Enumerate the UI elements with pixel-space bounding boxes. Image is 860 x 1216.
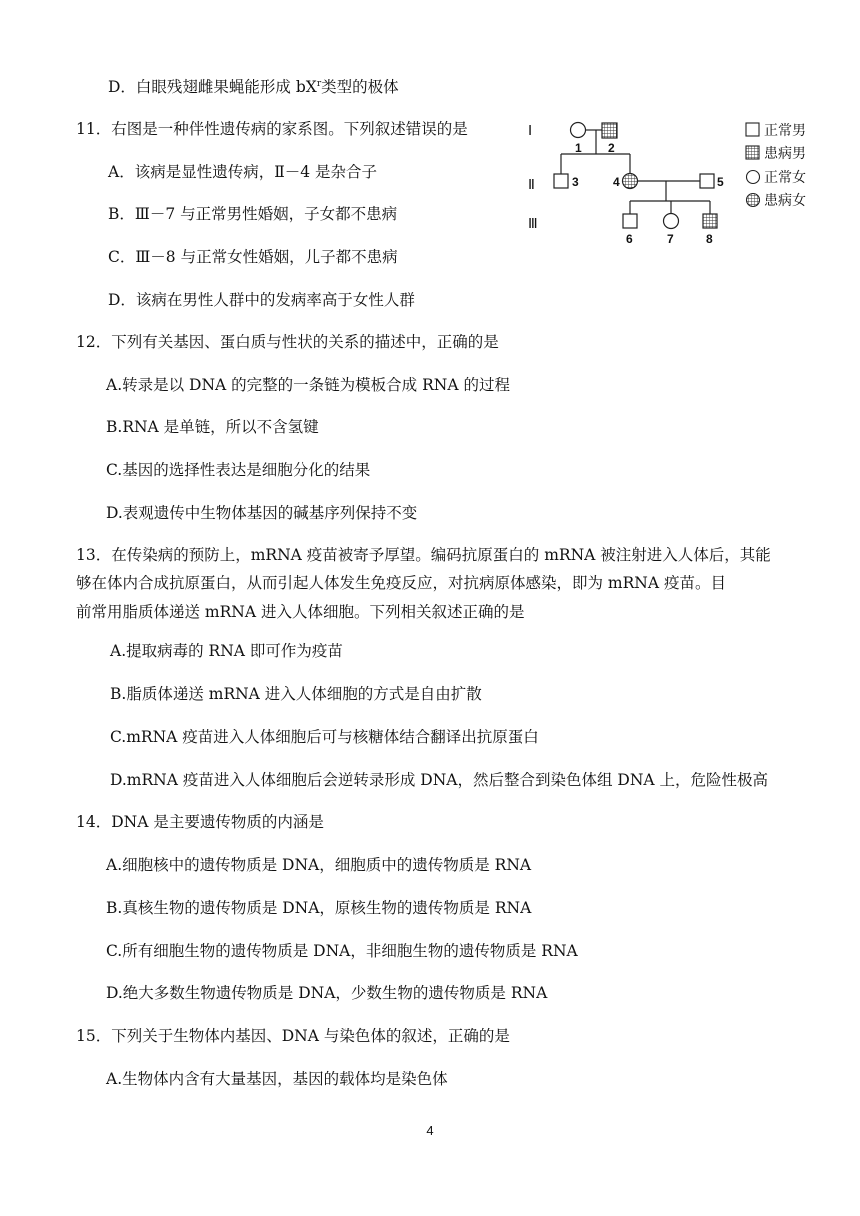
individual-8-affected-male <box>703 214 717 228</box>
pedigree-legend <box>745 118 806 212</box>
q13-option-a: A.提取病毒的 RNA 即可作为疫苗 <box>110 642 343 660</box>
q11-option-b: B．Ⅲ－7 与正常男性婚姻，子女都不患病 <box>108 205 398 223</box>
q12-option-b: B.RNA 是单链，所以不含氢键 <box>106 418 319 436</box>
q13-stem-line-3: 前常用脂质体递送 mRNA 进入人体细胞。下列相关叙述正确的是 <box>76 603 525 621</box>
q13-stem-line-2: 够在体内合成抗原蛋白，从而引起人体发生免疫反应，对抗病原体感染，即为 mRNA 疫苗。目 <box>76 574 726 592</box>
q12-option-a: A.转录是以 DNA 的完整的一条链为模板合成 RNA 的过程 <box>106 376 510 394</box>
individual-3-normal-male <box>554 174 568 188</box>
q11-option-a: A．该病是显性遗传病，Ⅱ－4 是杂合子 <box>108 163 378 181</box>
q13-option-b: B.脂质体递送 mRNA 进入人体细胞的方式是自由扩散 <box>110 685 482 703</box>
legend-affected-female: 患病女 <box>745 189 806 213</box>
pedigree-diagram <box>520 112 745 252</box>
q13-option-c: C.mRNA 疫苗进入人体细胞后可与核糖体结合翻译出抗原蛋白 <box>110 728 539 746</box>
q11-option-c: C．Ⅲ－8 与正常女性婚姻，儿子都不患病 <box>108 248 398 266</box>
member-number-2: 2 <box>608 141 615 155</box>
q13-stem-line-1: 13．在传染病的预防上，mRNA 疫苗被寄予厚望。编码抗原蛋白的 mRNA 被注射进入人体后，其能 <box>76 546 771 564</box>
individual-1-normal-female <box>571 123 586 138</box>
page-number: 4 <box>426 1123 434 1138</box>
member-number-6: 6 <box>626 232 633 246</box>
individual-2-affected-male <box>602 123 617 138</box>
q15-stem: 15．下列关于生物体内基因、DNA 与染色体的叙述，正确的是 <box>76 1027 510 1045</box>
generation-label-3: Ⅲ <box>528 217 538 232</box>
q12-stem: 12．下列有关基因、蛋白质与性状的关系的描述中，正确的是 <box>76 333 499 351</box>
q14-option-c: C.所有细胞生物的遗传物质是 DNA，非细胞生物的遗传物质是 RNA <box>106 942 578 960</box>
generation-label-2: Ⅱ <box>528 178 535 193</box>
q14-option-d: D.绝大多数生物遗传物质是 DNA，少数生物的遗传物质是 RNA <box>106 984 548 1002</box>
generation-label-1: Ⅰ <box>528 124 533 139</box>
member-number-1: 1 <box>575 141 582 155</box>
member-number-5: 5 <box>717 175 724 189</box>
individual-5-normal-male <box>700 174 714 188</box>
q12-option-c: C.基因的选择性表达是细胞分化的结果 <box>106 461 371 479</box>
q14-option-a: A.细胞核中的遗传物质是 DNA，细胞质中的遗传物质是 RNA <box>106 856 532 874</box>
legend-affected-male: 患病男 <box>745 142 806 166</box>
member-number-8: 8 <box>706 232 713 246</box>
q14-stem: 14．DNA 是主要遗传物质的内涵是 <box>76 813 324 831</box>
individual-7-normal-female <box>664 214 679 229</box>
individual-4-affected-female <box>623 174 638 189</box>
member-number-4: 4 <box>613 175 620 189</box>
q13-option-d: D.mRNA 疫苗进入人体细胞后会逆转录形成 DNA，然后整合到染色体组 DNA 上，危险性极高 <box>110 771 769 789</box>
member-number-7: 7 <box>667 232 674 246</box>
legend-normal-female: 正常女 <box>745 165 806 189</box>
individual-6-normal-male <box>623 214 637 228</box>
q12-option-d: D.表观遗传中生物体基因的碱基序列保持不变 <box>106 504 418 522</box>
q10-option-d: D．白眼残翅雌果蝇能形成 $bX^r$类型的极体 <box>108 78 399 96</box>
q14-option-b: B.真核生物的遗传物质是 DNA，原核生物的遗传物质是 RNA <box>106 899 532 917</box>
q11-stem: 11．右图是一种伴性遗传病的家系图。下列叙述错误的是 <box>76 120 468 138</box>
legend-normal-male: 正常男 <box>745 118 806 142</box>
q15-option-a: A.生物体内含有大量基因，基因的载体均是染色体 <box>106 1070 448 1088</box>
q11-option-d: D．该病在男性人群中的发病率高于女性人群 <box>108 291 415 309</box>
member-number-3: 3 <box>572 175 579 189</box>
